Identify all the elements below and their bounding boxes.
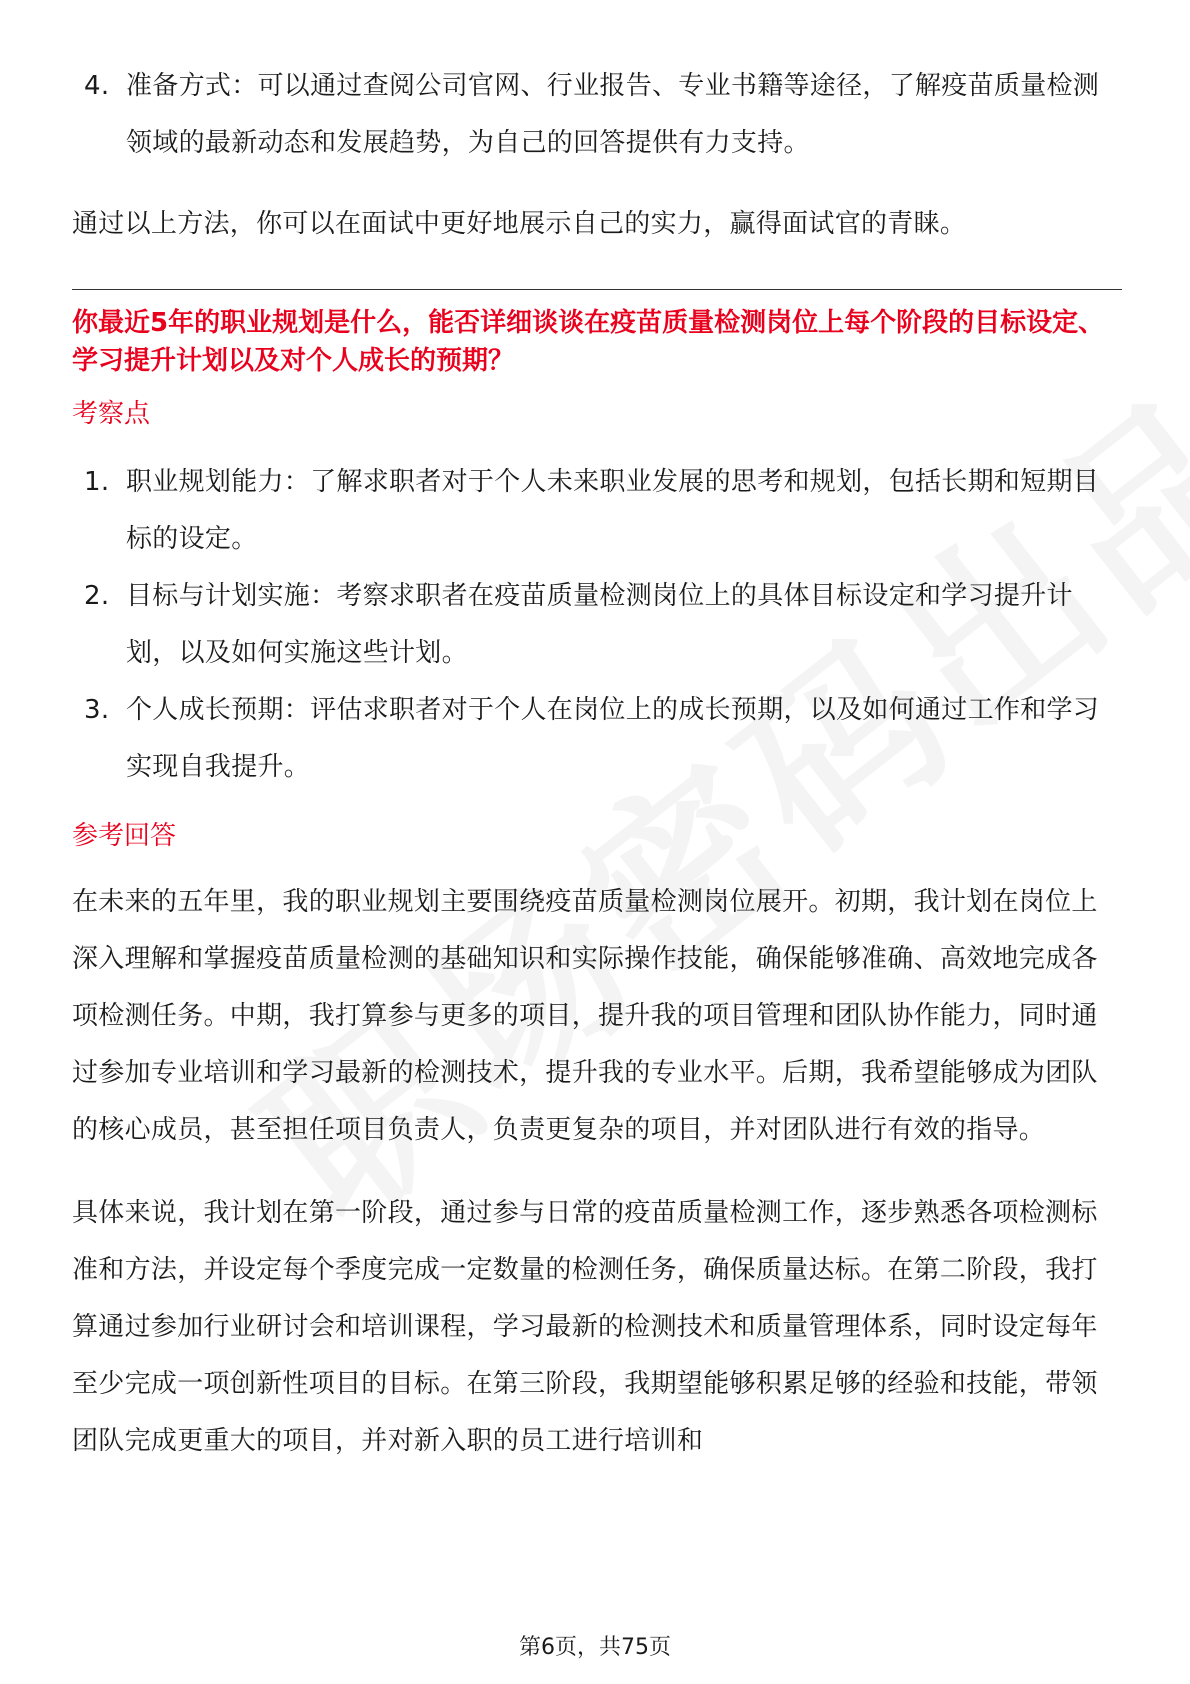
list-item	[72, 682, 1122, 796]
section-divider	[72, 289, 1122, 290]
top-list	[72, 58, 1122, 172]
list-text: 职业规划能力：了解求职者对于个人未来职业发展的思考和规划，包括长期和短期目标的设定。	[126, 467, 1100, 554]
answer-paragraph-2: 具体来说，我计划在第一阶段，通过参与日常的疫苗质量检测工作，逐步熟悉各项检测标准和方法，并设定每个季度完成一定数量的检测任务，确保质量达标。在第二阶段，我打算通过参加行业研讨会和培训课程，学习最新的检测技术和质量管理体系，同时设定每年至少完成一项创新性项目的目标。在第三阶段，我期望能够积累足够的经验和技能，带领团队完成更重大的项目，并对新入职的员工进行培训和	[72, 1198, 1098, 1456]
closing-paragraph: 通过以上方法，你可以在面试中更好地展示自己的实力，赢得面试官的青睐。	[72, 209, 967, 239]
list-number: 2.	[84, 581, 110, 611]
list-item	[72, 568, 1122, 682]
list-text: 准备方式：可以通过查阅公司官网、行业报告、专业书籍等途径，了解疫苗质量检测领域的最新动态和发展趋势，为自己的回答提供有力支持。	[126, 71, 1100, 158]
points-label: 考察点	[72, 399, 151, 429]
answer-label: 参考回答	[72, 821, 177, 851]
list-text: 个人成长预期：评估求职者对于个人在岗位上的成长预期，以及如何通过工作和学习实现自我提升。	[126, 695, 1100, 782]
list-item	[72, 454, 1122, 568]
question-heading: 你最近5年的职业规划是什么，能否详细谈谈在疫苗质量检测岗位上每个阶段的目标设定、学习提升计划以及对个人成长的预期？	[72, 308, 1105, 376]
list-number: 3.	[84, 695, 110, 725]
page-footer: 第6页，共75页	[519, 1635, 671, 1660]
list-number: 4.	[84, 71, 110, 101]
page-content	[72, 58, 1122, 1470]
list-text: 目标与计划实施：考察求职者在疫苗质量检测岗位上的具体目标设定和学习提升计划，以及如何实施这些计划。	[126, 581, 1073, 668]
list-number: 1.	[84, 467, 110, 497]
points-list	[72, 454, 1122, 796]
answer-paragraph-1: 在未来的五年里，我的职业规划主要围绕疫苗质量检测岗位展开。初期，我计划在岗位上深入理解和掌握疫苗质量检测的基础知识和实际操作技能，确保能够准确、高效地完成各项检测任务。中期，我打算参与更多的项目，提升我的项目管理和团队协作能力，同时通过参加专业培训和学习最新的检测技术，提升我的专业水平。后期，我希望能够成为团队的核心成员，甚至担任项目负责人，负责更复杂的项目，并对团队进行有效的指导。	[72, 887, 1098, 1145]
list-item	[72, 58, 1122, 172]
